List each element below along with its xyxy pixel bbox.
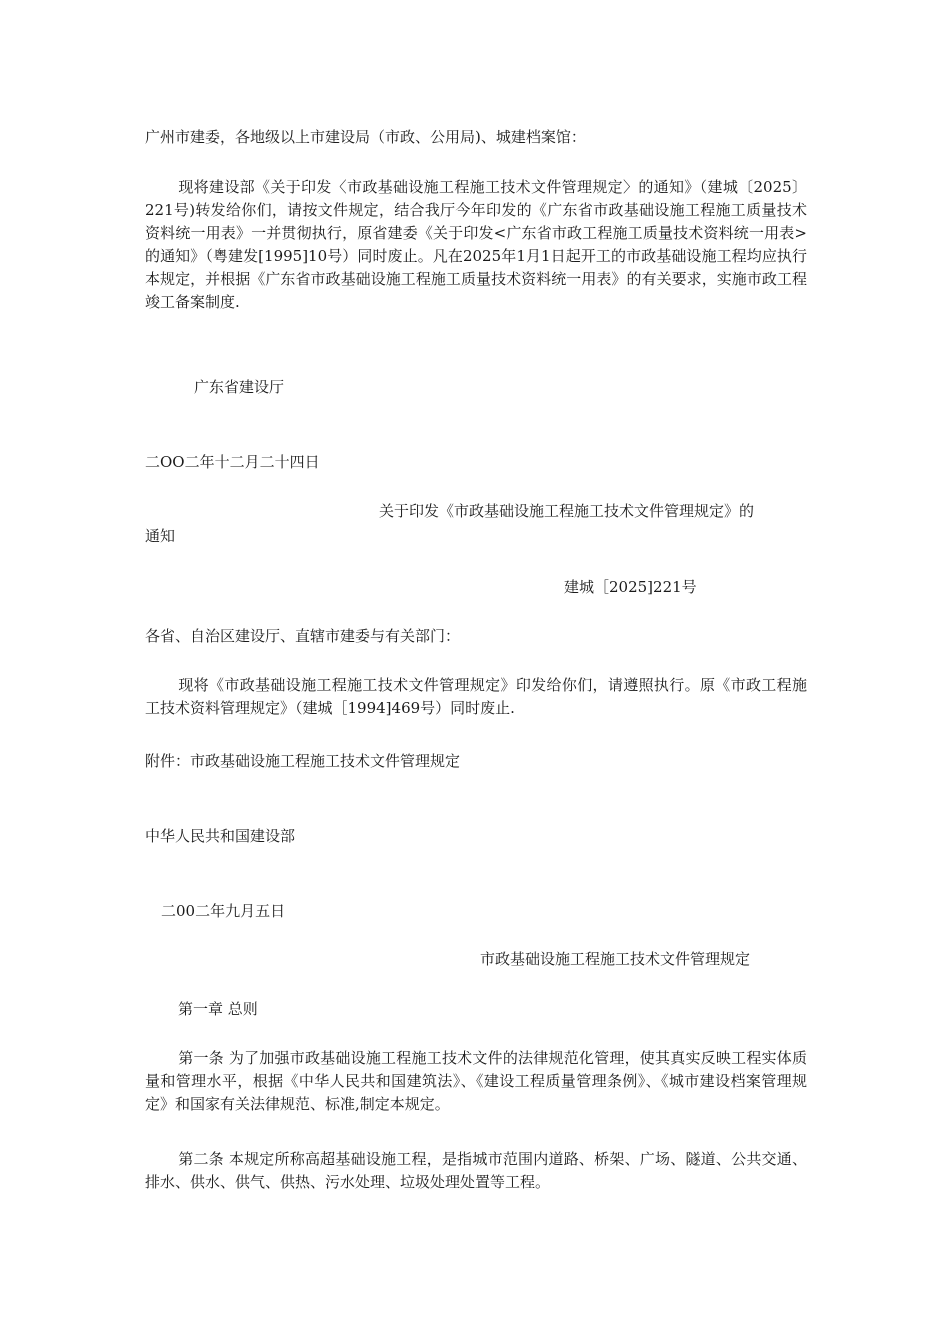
regulation-title: 市政基础设施工程施工技术文件管理规定 [480, 950, 751, 968]
notice1-body [145, 176, 807, 314]
notice2-doc-number: 建城［2025]221号 [564, 578, 697, 596]
article-2-text: 第二条 本规定所称高超基础设施工程，是指城市范围内道路、桥架、广场、隧道、公共交通、排水、供水、供气、供热、污水处理、垃圾处理处置等工程。 [145, 1150, 807, 1191]
notice1-addressee: 广州市建委，各地级以上市建设局（市政、公用局)、城建档案馆： [145, 128, 586, 146]
article-1 [145, 1047, 807, 1116]
notice2-title-line1: 关于印发《市政基础设施工程施工技术文件管理规定》的 [379, 502, 755, 520]
notice2-addressee: 各省、自治区建设厅、直辖市建委与有关部门： [145, 627, 461, 645]
notice1-issuer: 广东省建设厅 [194, 378, 285, 396]
notice2-attachment: 附件：市政基础设施工程施工技术文件管理规定 [145, 752, 461, 770]
notice2-issuer: 中华人民共和国建设部 [145, 827, 296, 845]
article-2 [145, 1148, 807, 1194]
notice2-title-line2: 通知 [145, 527, 176, 545]
notice2-date: 二00二年九月五日 [161, 902, 286, 920]
notice1-date: 二OO二年十二月二十四日 [145, 453, 320, 471]
notice2-body [145, 674, 807, 720]
chapter-heading: 第一章 总则 [178, 1000, 258, 1018]
article-1-text: 第一条 为了加强市政基础设施工程施工技术文件的法律规范化管理，使其真实反映工程实体质量和管理水平，根据《中华人民共和国建筑法》、《建设工程质量管理条例》、《城市建设档案管理规定》和国家有关法律规范、标准,制定本规定。 [145, 1049, 807, 1113]
notice2-body-text: 现将《市政基础设施工程施工技术文件管理规定》印发给你们，请遵照执行。原《市政工程施工技术资料管理规定》（建城［1994]469号）同时废止. [145, 676, 807, 717]
notice1-body-text: 现将建设部《关于印发〈市政基础设施工程施工技术文件管理规定〉的通知》（建城〔2025〕221号)转发给你们，请按文件规定，结合我厅今年印发的《广东省市政基础设施工程施工质量技术资料统一用表》一并贯彻执行，原省建委《关于印发<广东省市政工程施工质量技术资料统一用表>的通知》（粤建发[1995]10号）同时废止。凡在2025年1月1日起开工的市政基础设施工程均应执行本规定，并根据《广东省市政基础设施工程施工质量技术资料统一用表》的有关要求，实施市政工程竣工备案制度. [145, 178, 807, 311]
